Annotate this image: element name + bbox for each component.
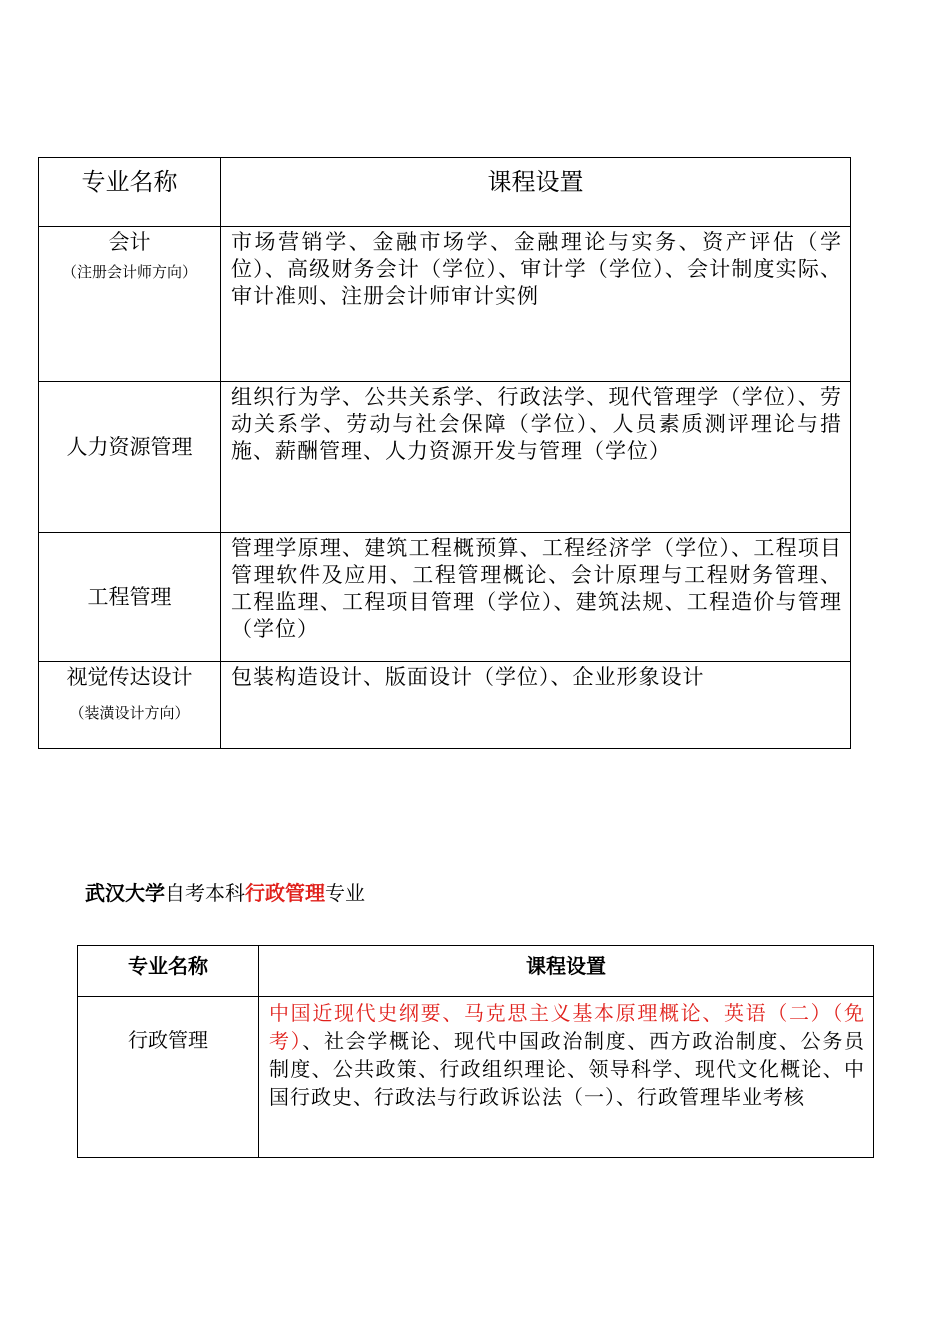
table-row (39, 227, 851, 382)
course-list: 管理学原理、建筑工程概预算、工程经济学（学位）、工程项目管理软件及应用、工程管理概论、会计原理与工程财务管理、工程监理、工程项目管理（学位）、建筑法规、工程造价与管理（学位） (221, 533, 851, 662)
course-list: 市场营销学、金融市场学、金融理论与实务、资产评估（学位）、高级财务会计（学位）、审计学（学位）、会计制度实际、审计准则、注册会计师审计实例 (221, 227, 851, 382)
major-name: 行政管理 (128, 1028, 208, 1052)
header-major-name: 专业名称 (39, 158, 221, 227)
major-cell (78, 997, 259, 1158)
major-cell (39, 227, 221, 382)
major-direction: （注册会计师方向） (61, 263, 197, 281)
major-name: 工程管理 (87, 585, 172, 609)
major-cell (39, 533, 221, 662)
heading-program-type: 自考本科 (165, 881, 245, 905)
course-list-required: 中国近现代史纲要、马克思主义基本原理概论、英语（二）（免考） (269, 1001, 865, 1053)
section-heading (85, 880, 365, 906)
heading-major: 行政管理 (245, 881, 325, 905)
table-row (78, 997, 874, 1158)
course-list: 组织行为学、公共关系学、行政法学、现代管理学（学位）、劳动关系学、劳动与社会保障（学位）、人员素质测评理论与措施、薪酬管理、人力资源开发与管理（学位） (221, 382, 851, 533)
header-major-name: 专业名称 (78, 946, 259, 997)
course-list: 包装构造设计、版面设计（学位）、企业形象设计 (221, 662, 851, 749)
table-row (39, 662, 851, 749)
course-list-other: 、社会学概论、现代中国政治制度、西方政治制度、公务员制度、公共政策、行政组织理论、领导科学、现代文化概论、中国行政史、行政法与行政诉讼法（一）、行政管理毕业考核 (269, 1029, 866, 1109)
header-course-setting: 课程设置 (259, 946, 874, 997)
major-name: 视觉传达设计 (66, 665, 193, 689)
major-cell (39, 662, 221, 749)
heading-suffix: 专业 (325, 881, 365, 905)
table-header-row (39, 158, 851, 227)
admin-major-table (77, 945, 874, 1158)
major-direction: （装潢设计方向） (69, 704, 190, 722)
table-row (39, 382, 851, 533)
table-header-row (78, 946, 874, 997)
major-name: 人力资源管理 (66, 435, 193, 459)
header-course-setting: 课程设置 (221, 158, 851, 227)
course-list (259, 997, 874, 1158)
major-name: 会计 (108, 230, 151, 254)
majors-table (38, 157, 851, 749)
major-cell (39, 382, 221, 533)
heading-university: 武汉大学 (85, 881, 165, 905)
table-row (39, 533, 851, 662)
